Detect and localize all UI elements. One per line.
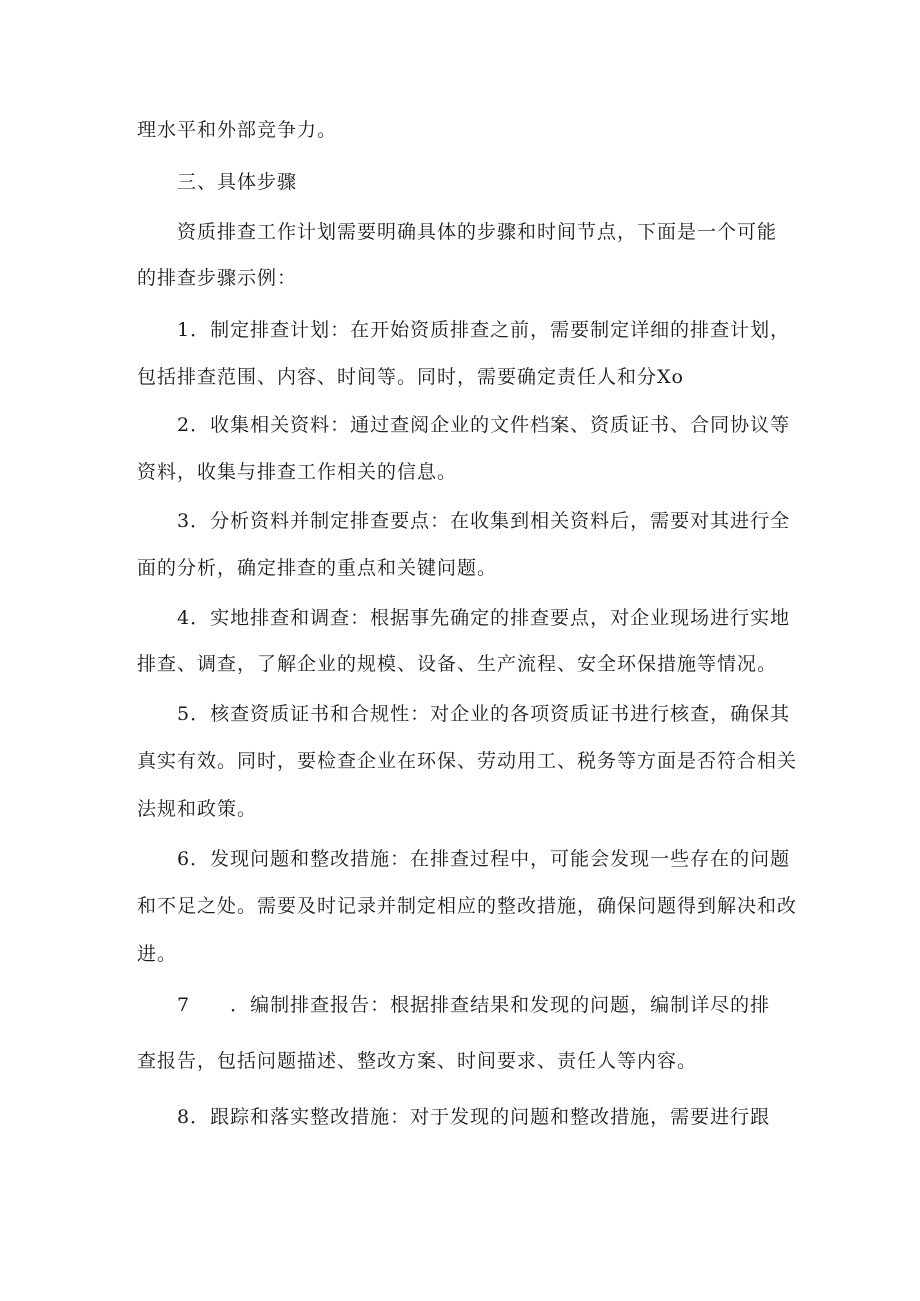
section-heading: 三、具体步骤 <box>177 171 298 193</box>
text-line: 面的分析，确定排查的重点和关键问题。 <box>137 557 498 579</box>
text-line: 法规和政策。 <box>137 798 258 820</box>
text-line: 包括排查范围、内容、时间等。同时，需要确定责任人和分Xo <box>137 366 684 388</box>
text-line: 查报告，包括问题描述、整改方案、时间要求、责任人等内容。 <box>137 1050 698 1072</box>
text-line: 和不足之处。需要及时记录并制定相应的整改措施，确保问题得到解决和改 <box>137 895 798 917</box>
text-line: 真实有效。同时，要检查企业在环保、劳动用工、税务等方面是否符合相关 <box>137 750 798 772</box>
list-item-line: 1．制定排查计划：在开始资质排查之前，需要制定详细的排查计划， <box>177 319 791 341</box>
list-item-line: 5．核查资质证书和合规性：对企业的各项资质证书进行核查，确保其 <box>177 703 791 725</box>
text-line: 排查、调查，了解企业的规模、设备、生产流程、安全环保措施等情况。 <box>137 653 778 675</box>
list-item-line: 3．分析资料并制定排查要点：在收集到相关资料后，需要对其进行全 <box>177 510 791 532</box>
text-line: 的排查步骤示例： <box>137 267 298 289</box>
text-line: 资质排查工作计划需要明确具体的步骤和时间节点，下面是一个可能 <box>177 221 778 243</box>
list-item-line: 6．发现问题和整改措施：在排查过程中，可能会发现一些存在的问题 <box>177 848 791 870</box>
text-line: 进。 <box>137 943 178 965</box>
text-line: 理水平和外部竞争力。 <box>137 119 338 141</box>
list-item-line: 4．实地排查和调查：根据事先确定的排查要点，对企业现场进行实地 <box>177 607 791 629</box>
list-item-line: 7 ．编制排查报告：根据排查结果和发现的问题，编制详尽的排 <box>177 994 771 1016</box>
list-item-line: 2．收集相关资料：通过查阅企业的文件档案、资质证书、合同协议等 <box>177 414 791 436</box>
text-line: 资料，收集与排查工作相关的信息。 <box>137 461 458 483</box>
list-item-line: 8．跟踪和落实整改措施：对于发现的问题和整改措施，需要进行跟 <box>177 1106 771 1128</box>
